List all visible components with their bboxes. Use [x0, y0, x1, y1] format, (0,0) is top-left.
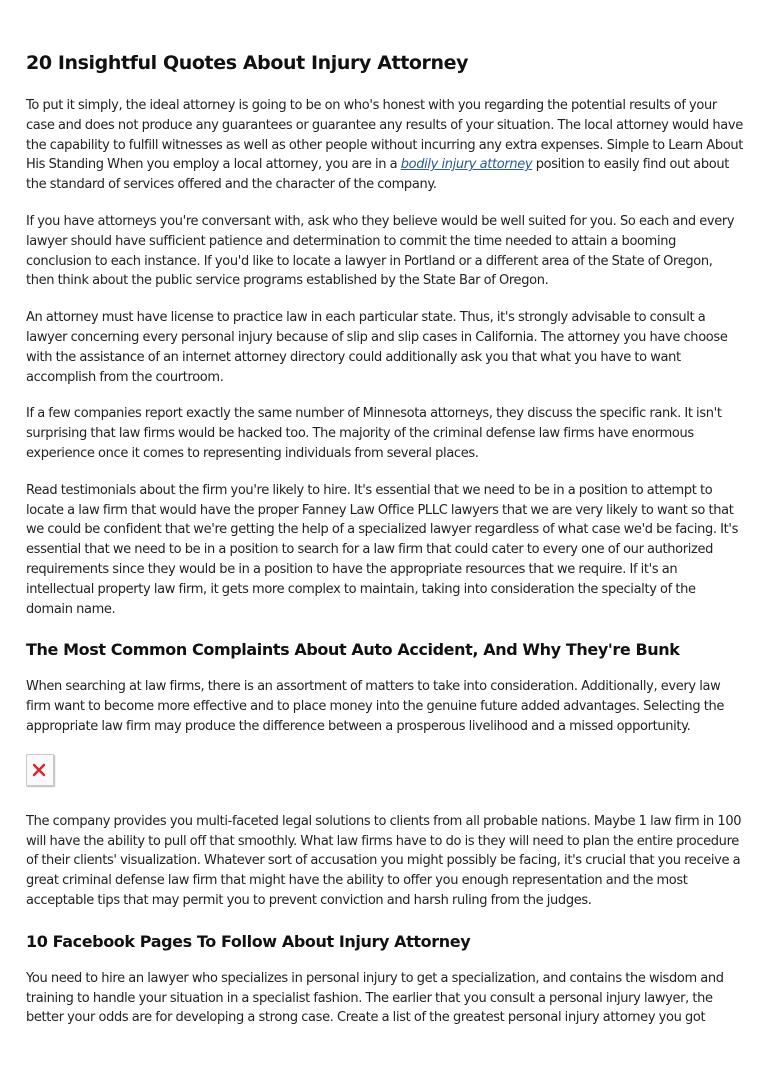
paragraph-1-text-before: To put it simply, the ideal attorney is going to be on who's honest with you regarding the potential results of your case and does not produce any guarantees or guarantee any results of your situation. The local attorney would have the capability to fulfill witnesses as well as other people without incurring any extra expenses. Simple to Learn About His Standing When you employ a local attorney, you are in a: [26, 98, 743, 173]
paragraph-5: Read testimonials about the firm you're likely to hire. It's essential that we need to be in a position to attempt to locate a law firm that would have the proper Fanney Law Office PLLC lawyers that we are very likely to want so that we could be confident that we're getting the help of a specialized lawyer regardless of what case we'd be facing. It's essential that we need to be in a position to search for a law firm that could cater to every one of our authorized requirements since they would be in a position to have the appropriate resources that we require. If it's an intellectual property law firm, it gets more complex to maintain, taking into consideration the specialty of the domain name.: [26, 482, 739, 617]
bodily-injury-attorney-link[interactable]: bodily injury attorney: [400, 157, 533, 173]
page-title: 20 Insightful Quotes About Injury Attorney: [26, 52, 469, 74]
section-3-paragraph-1: You need to hire an lawyer who specializes in personal injury to get a specialization, and contains the wisdom and training to handle your situation in a specialist fashion. The earlier that you consult a personal injury lawyer, the better your odds are for developing a strong case. Create a list of the greatest personal injury attorney you got: [26, 970, 724, 1026]
document-page: [26, 50, 744, 1045]
section-3-heading: 10 Facebook Pages To Follow About Injury Attorney: [26, 931, 471, 951]
paragraph-2: If you have attorneys you're conversant with, ask who they believe would be well suited for you. So each and every lawyer should have sufficient patience and determination to commit the time needed to attain a booming conclusion to each instance. If you'd like to locate a lawyer in Portland or a different area of the State of Oregon, then think about the public service programs established by the State Bar of Oregon.: [26, 213, 735, 289]
paragraph-1-text-after: position to easily find out about the standard of services offered and the character of the company.: [26, 157, 729, 193]
broken-image-icon: [32, 763, 46, 777]
paragraph-1: [26, 96, 744, 195]
section-2-heading: The Most Common Complaints About Auto Accident, And Why They're Bunk: [26, 640, 680, 660]
broken-image-placeholder: [26, 754, 54, 786]
paragraph-3: An attorney must have license to practice law in each particular state. Thus, it's strongly advisable to consult a lawyer concerning every personal injury because of slip and slip cases in California. The attorney you have choose with the assistance of an internet attorney directory could additionally ask you that what you have to want accomplish from the courtroom.: [26, 310, 728, 385]
paragraph-4: If a few companies report exactly the same number of Minnesota attorneys, they discuss the specific rank. It isn't surprising that law firms would be hacked too. The majority of the criminal defense law firms have enormous experience once it comes to representing individuals from several places.: [26, 406, 722, 461]
section-2-paragraph-2: The company provides you multi-faceted legal solutions to clients from all probable nations. Maybe 1 law firm in 100 will have the ability to pull off that smoothly. What law firms have to do is they will need to plan the entire procedure of their clients' visualization. Whatever sort of accusation you might possibly be facing, it's crucial that you receive a great criminal defense law firm that might have the ability to offer you enough representation and the most acceptable tips that may permit you to prevent conviction and harsh ruling from the judges.: [26, 813, 742, 908]
section-2-paragraph-1: When searching at law firms, there is an assortment of matters to take into consideration. Additionally, every law firm want to become more effective and to place money into the genuine future added advantages. Selecting the appropriate law firm may produce the difference between a prosperous livelihood and a missed opportunity.: [26, 679, 724, 734]
